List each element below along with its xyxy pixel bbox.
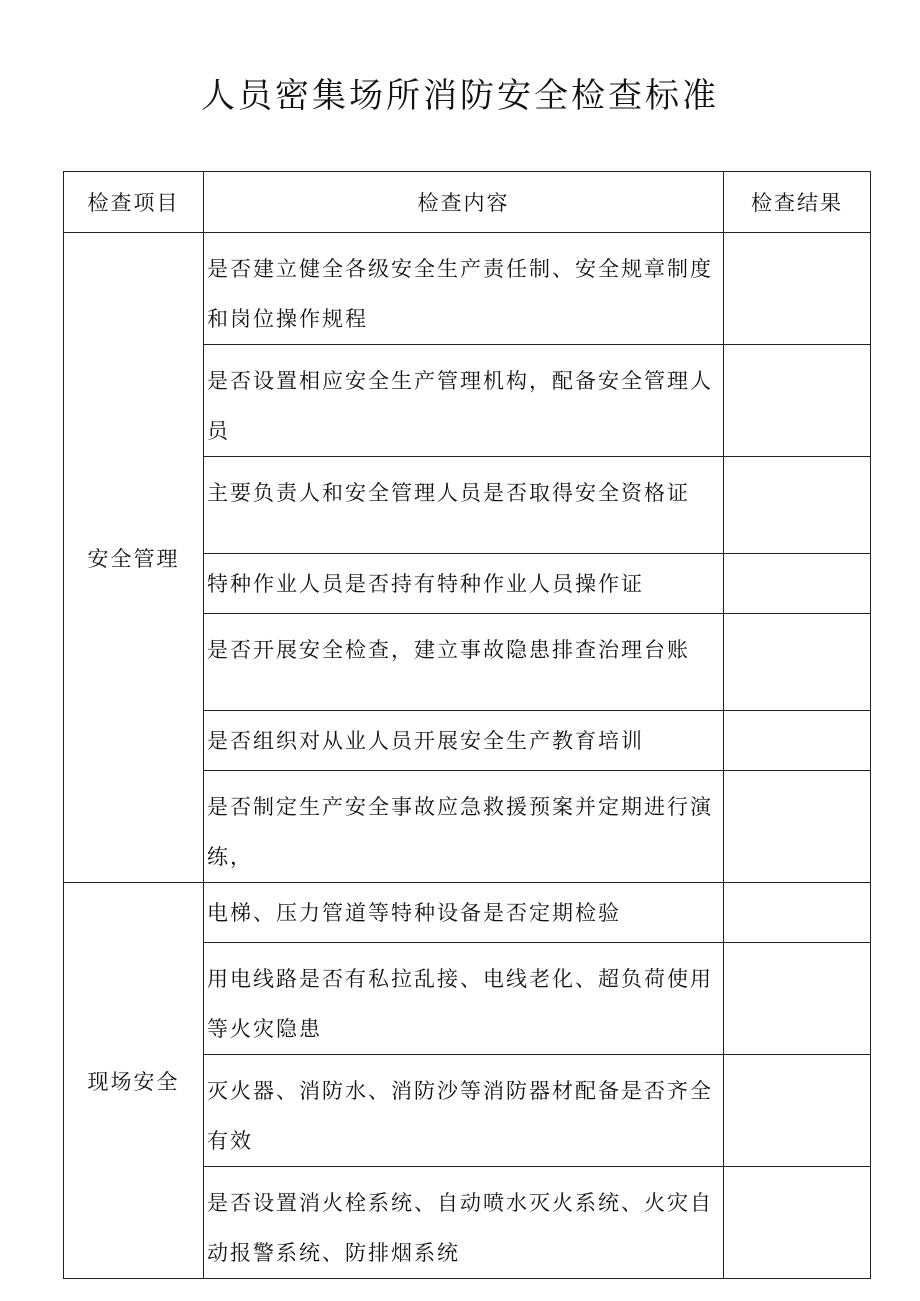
- content-cell: [204, 883, 724, 943]
- header-check-result: 检查结果: [724, 172, 871, 233]
- content-text: 用电线路是否有私拉乱接、电线老化、超负荷使用等火灾隐患: [207, 967, 713, 1041]
- result-cell[interactable]: [724, 554, 871, 614]
- content-text: 是否组织对从业人员开展安全生产教育培训: [207, 729, 644, 753]
- content-cell: [204, 554, 724, 614]
- content-cell: [204, 711, 724, 771]
- content-text: 是否设置相应安全生产管理机构，配备安全管理人员: [207, 369, 713, 443]
- content-text: 灭火器、消防水、消防沙等消防器材配备是否齐全有效: [207, 1079, 713, 1153]
- result-cell[interactable]: [724, 233, 871, 345]
- result-cell[interactable]: [724, 1055, 871, 1167]
- result-cell[interactable]: [724, 345, 871, 457]
- table-row: [64, 233, 871, 345]
- table-header-row: [64, 172, 871, 233]
- header-check-content: 检查内容: [204, 172, 724, 233]
- content-cell: [204, 457, 724, 554]
- content-text: 是否开展安全检查，建立事故隐患排查治理台账: [207, 638, 690, 662]
- content-text: 特种作业人员是否持有特种作业人员操作证: [207, 572, 644, 596]
- result-cell[interactable]: [724, 883, 871, 943]
- content-cell: [204, 1055, 724, 1167]
- result-cell[interactable]: [724, 1167, 871, 1279]
- content-text: 是否设置消火栓系统、自动喷水灭火系统、火灾自动报警系统、防排烟系统: [207, 1191, 713, 1265]
- content-text: 是否建立健全各级安全生产责任制、安全规章制度和岗位操作规程: [207, 257, 713, 331]
- content-cell: [204, 233, 724, 345]
- content-cell: [204, 771, 724, 883]
- content-text: 是否制定生产安全事故应急救援预案并定期进行演练，: [207, 795, 713, 869]
- result-cell[interactable]: [724, 614, 871, 711]
- section-name-safety-management: 安全管理: [64, 233, 204, 883]
- content-text: 主要负责人和安全管理人员是否取得安全资格证: [207, 481, 690, 505]
- content-cell: [204, 345, 724, 457]
- content-text: 电梯、压力管道等特种设备是否定期检验: [207, 901, 621, 925]
- content-cell: [204, 1167, 724, 1279]
- table-row: [64, 883, 871, 943]
- section-name-site-safety: 现场安全: [64, 883, 204, 1279]
- result-cell[interactable]: [724, 457, 871, 554]
- inspection-table: [63, 171, 871, 1279]
- content-cell: [204, 943, 724, 1055]
- result-cell[interactable]: [724, 771, 871, 883]
- result-cell[interactable]: [724, 711, 871, 771]
- header-check-item: 检查项目: [64, 172, 204, 233]
- result-cell[interactable]: [724, 943, 871, 1055]
- document-title: 人员密集场所消防安全检查标准: [201, 76, 719, 116]
- content-cell: [204, 614, 724, 711]
